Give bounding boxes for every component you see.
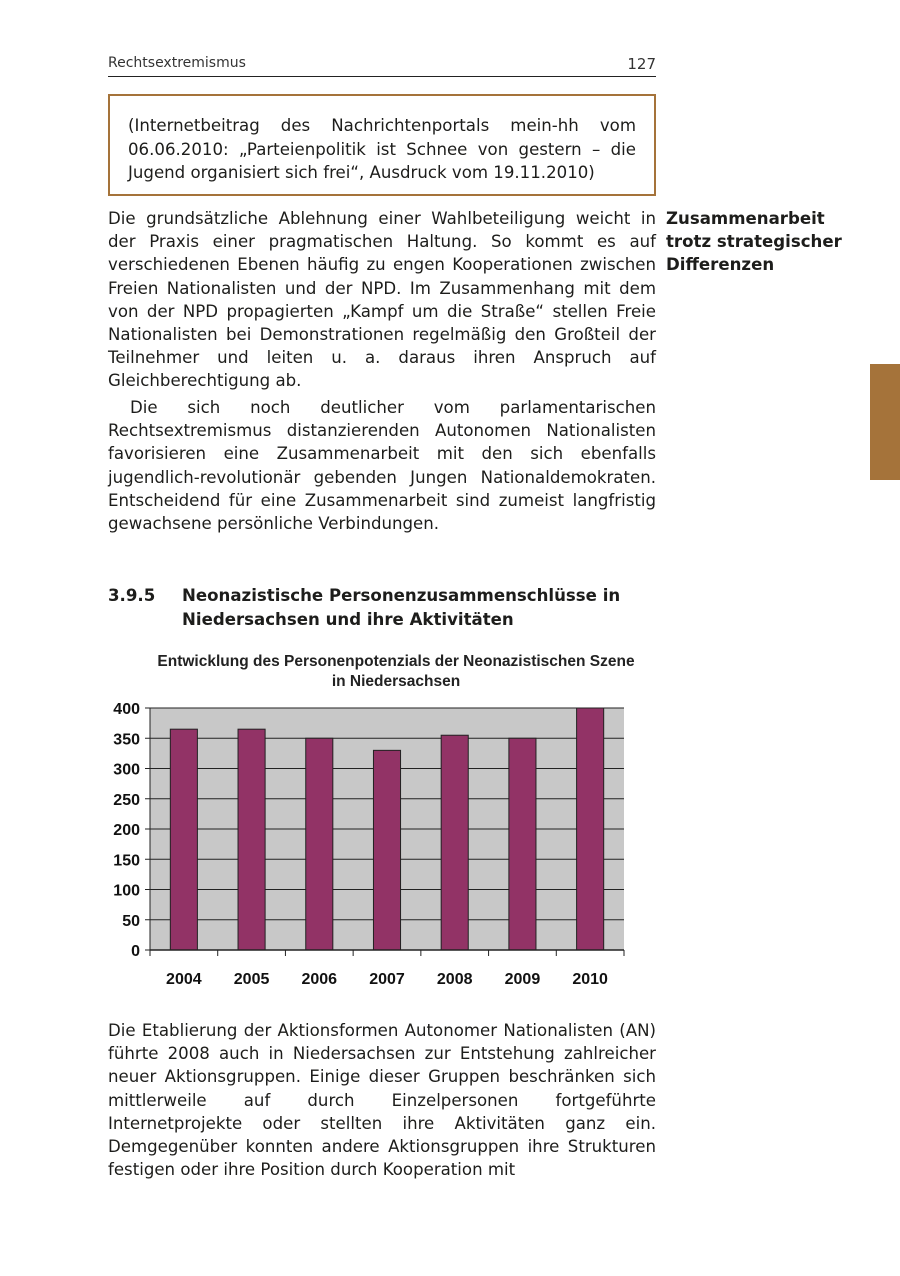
- chart-title-line-1: Entwicklung des Personenpotenzials der Neonazistischen Szene: [157, 653, 635, 670]
- chart-svg: [100, 648, 660, 998]
- plot-area: [113, 701, 624, 988]
- bar-2006: [306, 738, 333, 950]
- paragraph-action-groups: Die Etablierung der Aktionsformen Autonomer Nationalisten (AN) führte 2008 auch in Niedersachsen zur Entstehung zahlreicher neuer Aktionsgruppen. Einige dieser Gruppen beschränken sich mittlerweile auf durch Einzelpersonen fortgeführte Internetprojekte oder stellten ihre Aktivitäten ganz ein. Demgegenüber konnten andere Aktionsgruppen ihre Strukturen festigen oder ihre Position durch Kooperation mit: [108, 1021, 656, 1180]
- citation-box: [108, 94, 656, 196]
- x-tick-label: 2005: [233, 971, 270, 988]
- bar-2005: [238, 729, 265, 950]
- y-tick-label: 250: [113, 791, 140, 809]
- bar-2010: [577, 708, 604, 950]
- x-tick-label: 2004: [166, 971, 202, 988]
- y-tick-label: 350: [113, 731, 140, 749]
- bar-2008: [441, 735, 468, 950]
- x-tick-label: 2007: [369, 971, 405, 988]
- chapter-thumb-tab: [870, 364, 900, 480]
- chart-title-line-2: in Niedersachsen: [331, 673, 461, 690]
- bar-2007: [373, 750, 400, 950]
- y-tick-label: 300: [113, 761, 140, 779]
- y-tick-label: 150: [113, 852, 140, 870]
- bar-2009: [509, 738, 536, 950]
- section-title: Neonazistische Personenzusammenschlüsse in Niedersachsen und ihre Aktivitäten: [182, 586, 621, 629]
- page-number: 127: [627, 55, 656, 73]
- bar-2004: [170, 729, 197, 950]
- y-tick-label: 100: [113, 882, 140, 900]
- section-number: 3.9.5: [108, 586, 156, 605]
- running-head-title: Rechtsextremismus: [108, 55, 246, 71]
- x-tick-label: 2009: [504, 971, 541, 988]
- y-tick-label: 50: [122, 912, 140, 930]
- x-tick-label: 2010: [572, 971, 608, 988]
- y-tick-label: 0: [131, 943, 140, 960]
- marginal-note: Zusammenarbeit trotz strategischer Differenzen: [666, 209, 842, 275]
- bar-chart: [100, 648, 660, 998]
- y-tick-label: 400: [113, 701, 140, 718]
- x-tick-label: 2008: [436, 971, 473, 988]
- x-tick-label: 2006: [301, 971, 338, 988]
- running-header: [108, 52, 656, 77]
- citation-text: (Internetbeitrag des Nachrichtenportals mein-hh vom 06.06.2010: „Parteienpolitik ist Schnee von gestern – die Jugend organisiert sich frei“, Ausdruck vom 19.11.2010): [128, 116, 636, 182]
- paragraph-autonomous-nationalists: Die sich noch deutlicher vom parlamentarischen Rechtsextremismus distanzierenden Autonomen Nationalisten favorisieren eine Zusammenarbeit mit den sich ebenfalls jugendlich-revolutionär gebenden Jungen Nationaldemokraten. Entscheidend für eine Zusammenarbeit sind zumeist langfristig gewachsene persönliche Verbindungen.: [108, 398, 656, 534]
- paragraph-cooperation: Die grundsätzliche Ablehnung einer Wahlbeteiligung weicht in der Praxis einer pragmatischen Haltung. So kommt es auf verschiedenen Ebenen häufig zu engen Kooperationen zwischen Freien Nationalisten und der NPD. Im Zusammenhang mit dem von der NPD propagierten „Kampf um die Straße“ stellen Freie Nationalisten bei Demonstrationen regelmäßig den Großteil der Teilnehmer und leiten u. a. daraus ihren Anspruch auf Gleichberechtigung ab.: [108, 209, 656, 391]
- y-tick-label: 200: [113, 822, 140, 839]
